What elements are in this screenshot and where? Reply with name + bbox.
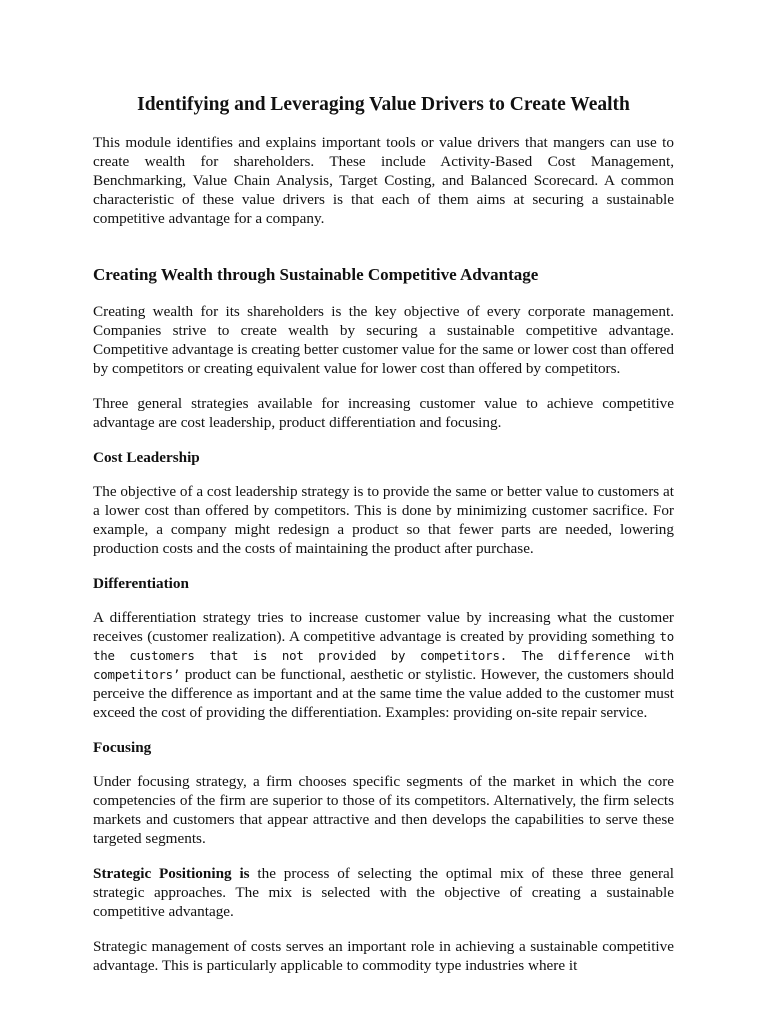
cost-leadership-heading: Cost Leadership — [93, 449, 200, 466]
focusing-paragraph: Under focusing strategy, a firm chooses specific segments of the market in which the core competencies of the firm are superior to those of its competitors. Alternatively, the firm selects markets and customers that appear attractive and then develops the capabilities to serve these targeted segments. — [93, 773, 674, 847]
cost-leadership-paragraph: The objective of a cost leadership strategy is to provide the same or better value to customers at a lower cost than offered by competitors. This is done by minimizing customer sacrifice. For example, a company might redesign a product so that fewer parts are needed, lowering production costs and the costs of maintaining the product after purchase. — [93, 483, 674, 557]
strategic-positioning-paragraph — [93, 864, 674, 921]
differentiation-heading: Differentiation — [93, 575, 189, 592]
strategic-positioning-text: the process of selecting the optimal mix of these three general strategic approaches. The mix is selected with the objective of creating a sustainable competitive advantage. — [93, 865, 674, 920]
paragraph-wealth: Creating wealth for its shareholders is the key objective of every corporate management. Companies strive to create wealth by securing a sustainable competitive advantage. Competitive advantage is creating better customer value for the same or lower cost than offered by competitors or creating equivalent value for lower cost than offered by competitors. — [93, 303, 674, 377]
intro-paragraph: This module identifies and explains important tools or value drivers that mangers can use to create wealth for shareholders. These include Activity-Based Cost Management, Benchmarking, Value Chain Analysis, Target Costing, and Balanced Scorecard. A common characteristic of these value drivers is that each of them aims at securing a sustainable competitive advantage for a company. — [93, 134, 674, 227]
differentiation-text-a: A differentiation strategy tries to increase customer value by increasing what the customer receives (customer realization). A competitive advantage is created by providing something — [93, 609, 674, 645]
focusing-heading: Focusing — [93, 739, 152, 756]
differentiation-paragraph — [93, 608, 674, 722]
paragraph-strategies: Three general strategies available for increasing customer value to achieve competitive advantage are cost leadership, product differentiation and focusing. — [93, 395, 674, 431]
strategic-positioning-term: Strategic Positioning is — [93, 865, 250, 882]
final-paragraph: Strategic management of costs serves an important role in achieving a sustainable competitive advantage. This is particularly applicable to commodity type industries where it — [93, 938, 674, 974]
document-title: Identifying and Leveraging Value Drivers to Create Wealth — [137, 94, 630, 115]
differentiation-text-b: product can be functional, aesthetic or stylistic. However, the customers should perceive the difference as important and at the same time the value added to the customer must exceed the cost of providing the differentiation. Examples: providing on-site repair service. — [93, 666, 674, 721]
section-heading: Creating Wealth through Sustainable Competitive Advantage — [93, 265, 539, 284]
spacer — [93, 244, 674, 264]
differentiation-text-mono: to the customers that is not provided by competitors. The difference with competitors’ — [93, 629, 674, 682]
document-page — [93, 92, 674, 991]
